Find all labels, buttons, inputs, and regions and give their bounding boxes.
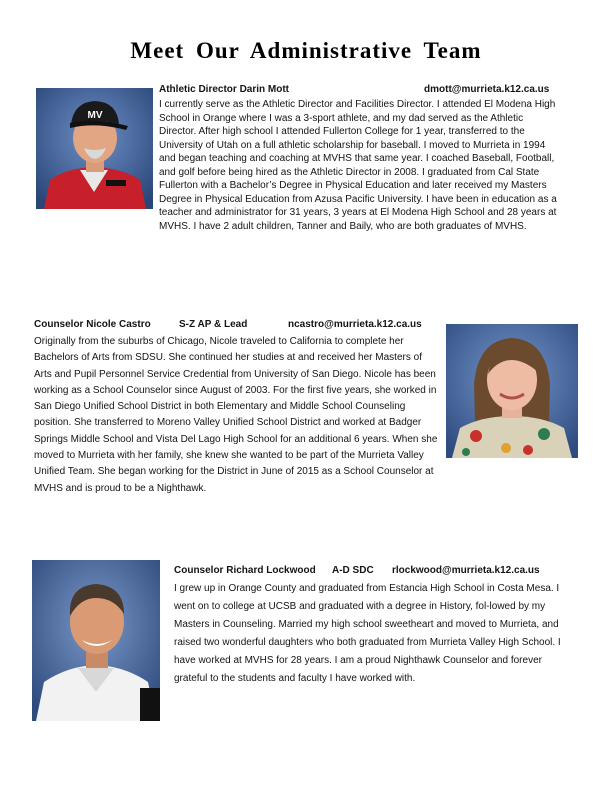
member-name: Athletic Director Darin Mott [159,84,290,95]
photo-darin-mott [36,88,153,209]
member-bio-2: Originally from the suburbs of Chicago, Nicole traveled to California to complete her Bachelors of Arts from SDSU. She continued her studies at and received her Masters of Arts and Pupil Personnel Service Credential from University of San Diego. Nicole has been working as a School Counselor since August of 2003. For the first five years, she worked in San Diego Unified School District in both Elementary and Middle School Counseling position. She transferred to Moreno Valley Unified School District and worked at Badger Springs Middle School and Vista Del Lago High School for an additional 6 years. When she moved to Murrieta with her family, she knew she wanted to be part of the Murrieta Valley Unified Team. She began working for the District in June of 2015 as a School Counselor at MVHS and is proud to be a Nighthawk. [34,336,438,494]
member-role: A-D SDC [332,565,374,576]
member-email-link[interactable]: ncastro@murrieta.k12.ca.us [288,319,422,330]
photo-richard-lockwood [32,560,160,721]
member-email-link[interactable]: dmott@murrieta.k12.ca.us [424,84,550,95]
member-header-2 [34,319,439,332]
cap-logo: MV [87,110,103,121]
page-title: Meet Our Administrative Team [130,38,482,63]
member-email-link[interactable]: rlockwood@murrieta.k12.ca.us [392,565,540,576]
member-name: Counselor Nicole Castro [34,319,151,330]
photo-nicole-castro [446,324,578,458]
member-name: Counselor Richard Lockwood [174,565,316,576]
member-header-1 [159,84,561,97]
member-bio-3: I grew up in Orange County and graduated from Estancia High School in Costa Mesa. I went on to college at UCSB and graduated with a degree in History, fol-lowed by my Masters in Counseling. Married my high school sweetheart and moved to Murrieta, and raised two wonderful daughters who both graduated from Murrieta Valley High School. I have worked at MVHS for 28 years. I am a proud Nighthawk Counselor and forever grateful to the students and faculty I have worked with. [174,583,561,684]
member-role: S-Z AP & Lead [179,319,248,330]
member-bio-1: I currently serve as the Athletic Director and Facilities Director. I attended El Modena High School in Orange where I was a 3-sport athlete, and my dad served as the Athletic Director. After high school I attended Fullerton College for 1 year, transferred to the University of Utah on a full athletic scholarship for baseball. I moved to Murrieta in 1994 and began teaching and coaching at MVHS that same year. I coached Baseball, Football, and golf before being hired as the Athletic Director in 2008. I graduated from Cal State Fullerton with a Bachelor’s Degree in Physical Education and later received my Masters Degree in Physical Education from Azusa Pacific University. I have been in education as a teacher and administrator for 31 years, 3 years at El Modena High School and 28 years at MVHS. I have 2 adult children, Tanner and Baily, who are both graduates of MVHS. [159,99,557,232]
member-header-3 [174,565,564,578]
